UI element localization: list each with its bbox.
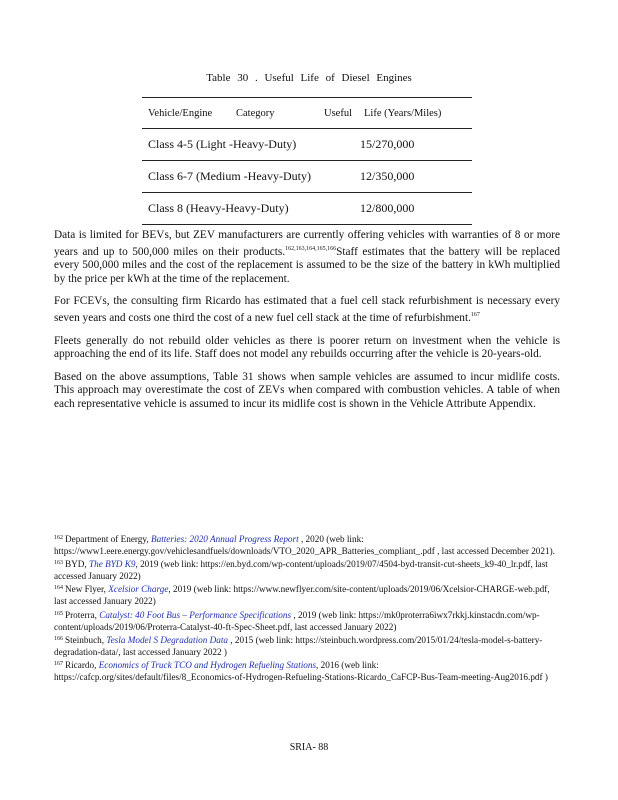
body-text xyxy=(54,229,560,421)
row-category: Class 8 (Heavy-Heavy-Duty) xyxy=(142,193,360,225)
paragraph-midlife: Based on the above assumptions, Table 31 shows when sample vehicles are assumed to incur midlife costs. This approach may overestimate the cost of ZEVs when compared with combustion vehicles. A table of when each representative vehicle is assumed to incur its midlife cost is shown in the Vehicle Attribute Appendix. xyxy=(54,370,560,410)
table-header-row xyxy=(142,98,472,129)
row-life: 15/270,000 xyxy=(360,129,472,161)
footnote-title-link[interactable]: The BYD K9 xyxy=(89,559,136,570)
header-category: Category xyxy=(236,98,324,129)
footnote-ref: 167 xyxy=(470,311,480,318)
page-number: SRIA- 88 xyxy=(289,742,329,753)
header-vehicle-engine: Vehicle/Engine xyxy=(142,98,236,129)
footnote-title-link[interactable]: Batteries: 2020 Annual Progress Report xyxy=(150,534,299,544)
paragraph-fleets: Fleets generally do not rebuild older vehicles as there is poorer return on investment when the vehicle is approaching the end of its life. Staff does not model any rebuilds occurring after the vehicle is 20-years-old. xyxy=(54,334,560,361)
table-caption: Table 30 . Useful Life of Diesel Engines xyxy=(206,72,412,84)
row-category: Class 4-5 (Light -Heavy-Duty) xyxy=(142,129,360,161)
footnote-title-link[interactable]: Catalyst: 40 Foot Bus – Performance Specifications xyxy=(99,609,292,620)
table-row xyxy=(142,161,472,193)
header-useful: Useful xyxy=(324,98,360,129)
footnote: $^{162}$ Department of Energy, Batteries: 2020 Annual Progress Report , 2020 (web link: https://www1.eere.energy.gov/vehiclesandfuels/downloads/VTO_2020_APR_Batteries_compliant_.pdf , last accessed December 2021). xyxy=(54,534,555,557)
row-category: Class 6-7 (Medium -Heavy-Duty) xyxy=(142,161,360,193)
footnote: $^{166}$ Steinbuch, Tesla Model S Degradation Data , 2015 (web link: https://steinbuch.wordpress.com/2015/01/24/tesla-model-s-battery-degradation-data/, last accessed January 2022 ) xyxy=(54,634,543,657)
paragraph-fcev: For FCEVs, the consulting firm Ricardo has estimated that a fuel cell stack refurbishment is necessary every seven years and costs one third the cost of a new fuel cell stack at the time of refurbishment.$^{167}$ xyxy=(54,295,560,324)
footnote: $^{165}$ Proterra, Catalyst: 40 Foot Bus – Performance Specifications , 2019 (web link: https://mk0proterra6iwx7rkkj.kinstacdn.com/wp-content/uploads/2019/06/Proterra-Catalyst-40-ft-Spec-Sheet.pdf, last accessed January 2022) xyxy=(54,609,540,632)
footnote: $^{164}$ New Flyer, Xcelsior Charge, 2019 (web link: https://www.newflyer.com/site-content/uploads/2019/06/Xcelsior-CHARGE-web.pdf, last accessed January 2022) xyxy=(54,584,550,607)
footnote: $^{163}$ BYD, The BYD K9, 2019 (web link: https://en.byd.com/wp-content/uploads/2019/07/4504-byd-transit-cut-sheets_k9-40_lr.pdf, last accessed January 2022) xyxy=(54,559,548,582)
footnote-title-link[interactable]: Economics of Truck TCO and Hydrogen Refueling Stations xyxy=(98,659,317,670)
footnote-title-link[interactable]: Tesla Model S Degradation Data xyxy=(106,634,228,645)
row-life: 12/800,000 xyxy=(360,193,472,225)
footnote-refs: 162,163,164,165,166 xyxy=(285,245,337,252)
table-row xyxy=(142,129,472,161)
footnote: $^{167}$ Ricardo, Economics of Truck TCO and Hydrogen Refueling Stations, 2016 (web link: https://cafcp.org/sites/default/files/8_Economics-of-Hydrogen-Refueling-Stations-Ricardo_CaFCP-Bus-Team-meeting-Aug2016.pdf ) xyxy=(54,659,548,683)
footnotes xyxy=(54,532,560,683)
footnote-title-link[interactable]: Xcelsior Charge xyxy=(108,584,169,595)
useful-life-table xyxy=(142,97,472,225)
table-row xyxy=(142,193,472,225)
row-life: 12/350,000 xyxy=(360,161,472,193)
paragraph-bev-warranty: Data is limited for BEVs, but ZEV manufacturers are currently offering vehicles with warranties of 8 or more years and up to 500,000 miles on their products.$^{162,163,164,165,166}$Staff estimates that the battery will be replaced every 500,000 miles and the cost of the replacement is assumed to be the size of the battery in kWh multiplied by the price per kWh at the time of the replacement. xyxy=(54,229,560,285)
header-life: Life (Years/Miles) xyxy=(360,98,472,129)
